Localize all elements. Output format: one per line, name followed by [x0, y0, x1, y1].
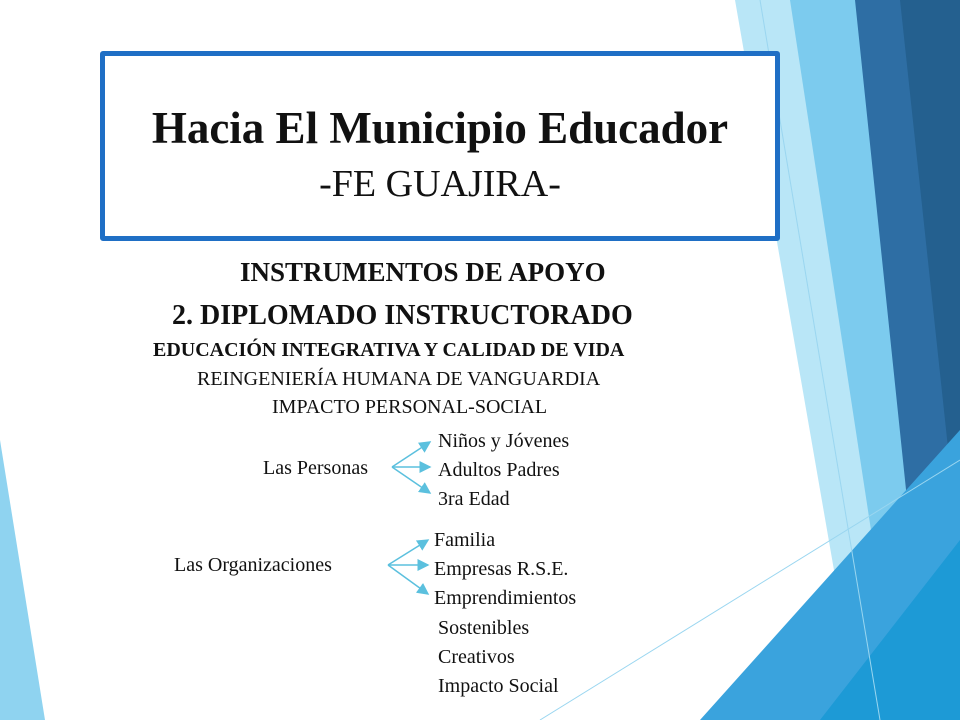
- label-personas: Las Personas: [263, 457, 368, 479]
- item-impacto-social: Impacto Social: [438, 675, 559, 697]
- item-creativos: Creativos: [438, 646, 515, 668]
- item-tercera-edad: 3ra Edad: [438, 488, 510, 510]
- arrow-emprendimientos: [388, 565, 428, 594]
- label-organizaciones: Las Organizaciones: [174, 554, 332, 576]
- title-subtitle: -FE GUAJIRA-: [319, 163, 561, 205]
- item-sostenibles: Sostenibles: [438, 617, 530, 639]
- heading-educacion: EDUCACIÓN INTEGRATIVA Y CALIDAD DE VIDA: [153, 339, 625, 361]
- item-empresas: Empresas R.S.E.: [434, 558, 569, 580]
- arrow-ninos: [392, 442, 430, 467]
- heading-instrumentos: INSTRUMENTOS DE APOYO: [240, 257, 606, 287]
- heading-diplomado: 2. DIPLOMADO INSTRUCTORADO: [172, 300, 633, 331]
- item-familia: Familia: [434, 529, 496, 551]
- personas-arrows: [392, 442, 430, 493]
- item-adultos-padres: Adultos Padres: [438, 459, 560, 481]
- item-ninos-jovenes: Niños y Jóvenes: [438, 430, 570, 452]
- heading-impacto: IMPACTO PERSONAL-SOCIAL: [272, 396, 548, 418]
- heading-reingenieria: REINGENIERÍA HUMANA DE VANGUARDIA: [197, 368, 601, 390]
- organizaciones-arrows: [388, 540, 428, 594]
- title-main: Hacia El Municipio Educador: [151, 103, 729, 153]
- arrow-tercera-edad: [392, 467, 430, 493]
- arrow-familia: [388, 540, 428, 565]
- item-emprendimientos: Emprendimientos: [434, 587, 577, 609]
